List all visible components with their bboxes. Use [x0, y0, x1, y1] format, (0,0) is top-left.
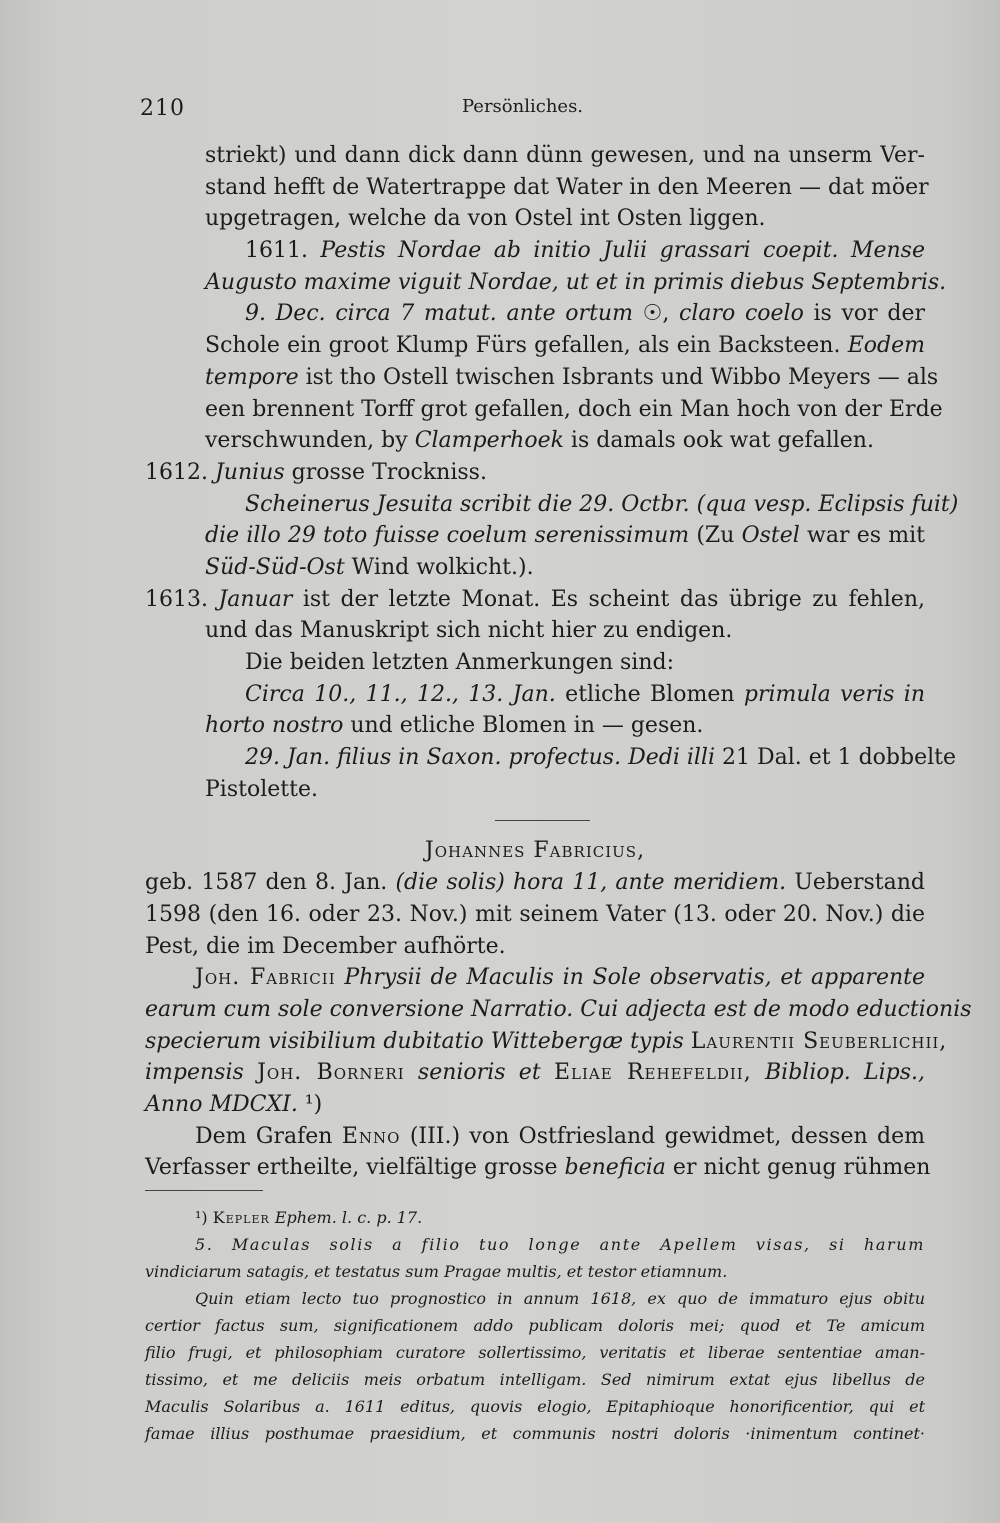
- text-run: 1611.: [245, 238, 321, 264]
- text-run: famae illius posthumae praesidium, et communis nostri doloris ·inimentum continet·: [145, 1424, 925, 1443]
- section-divider: [145, 805, 925, 835]
- text-line: [145, 1121, 925, 1153]
- footnote-line: [145, 1420, 925, 1447]
- footnote-line: [145, 1285, 925, 1312]
- text-run: tempore: [205, 364, 299, 390]
- main-text: [145, 140, 972, 1184]
- text-run: Junius: [214, 459, 285, 485]
- text-run: Ephem. l. c. p. 17.: [274, 1208, 423, 1227]
- text-run: Die beiden letzten Anmerkungen sind:: [245, 650, 674, 675]
- text-run: is damals ook wat gefallen.: [563, 428, 874, 454]
- text-run: stand hefft de Watertrappe dat Water in den Meeren — dat möer: [205, 174, 929, 200]
- text-run: 5. Maculas solis a filio tuo longe ante Apellem visas, si harum: [195, 1235, 925, 1254]
- text-run: ¹): [195, 1208, 213, 1227]
- text-run: primula veris in: [743, 681, 925, 707]
- text-run: ☉,: [632, 301, 680, 327]
- text-run: Eodem: [847, 333, 925, 359]
- text-run: (III.) von Ostfriesland gewidmet, dessen dem: [400, 1123, 925, 1149]
- text-run: Maculis Solaribus a. 1611 editus, quovis elogio, Epitaphioque honorificentior, qui et: [145, 1397, 925, 1416]
- page-number: 210: [140, 96, 185, 121]
- text-run: verschwunden, by: [205, 428, 415, 454]
- text-run: (Zu: [689, 523, 742, 549]
- text-line: [145, 235, 925, 267]
- text-line: [145, 203, 925, 235]
- text-line: [145, 899, 925, 931]
- text-run: is vor der: [803, 301, 925, 327]
- text-run: [244, 1060, 257, 1085]
- text-line: [145, 394, 943, 426]
- text-run: grosse Trockniss.: [284, 459, 487, 485]
- text-run: Pistolette.: [205, 776, 318, 802]
- text-line: [145, 520, 925, 552]
- section-heading: [145, 835, 925, 867]
- text-run: Ueberstand: [786, 870, 926, 896]
- text-run: und das Manuskript sich nicht hier zu endigen.: [205, 618, 733, 644]
- text-run: geb. 1587 den 8. Jan.: [145, 870, 396, 896]
- text-run: striekt) und dann dick dann dünn gewesen, und na unserm Ver-: [205, 143, 925, 168]
- text-run: Laurentii Seuberlichii,: [690, 1028, 948, 1054]
- text-run: horto nostro: [205, 713, 344, 739]
- footnote-line: [145, 1258, 925, 1285]
- footnote-line: [145, 1312, 925, 1339]
- text-run: upgetragen, welche da von Ostel int Osten liggen.: [205, 206, 766, 232]
- text-line: [145, 552, 925, 584]
- text-line: [145, 1057, 925, 1089]
- text-run: 21 Dal. et 1 dobbelte: [715, 745, 957, 771]
- text-run: beneficia: [564, 1155, 666, 1181]
- text-run: 1612.: [145, 459, 215, 485]
- text-run: (die solis) hora 11, ante meridiem.: [395, 870, 787, 896]
- text-run: er nicht genug rühmen: [665, 1155, 931, 1181]
- text-run: Joh. Borneri: [257, 1060, 405, 1086]
- text-run: vindiciarum satagis, et testatus sum Pragae multis, et testor etiamnum.: [145, 1262, 728, 1281]
- text-run: Circa 10., 11., 12., 13. Jan.: [245, 681, 556, 707]
- text-run: [839, 238, 851, 263]
- text-run: Johannes Fabricius,: [424, 838, 646, 864]
- text-line: [145, 1089, 925, 1121]
- text-line: [145, 994, 972, 1026]
- text-run: impensis: [145, 1060, 244, 1086]
- text-run: [405, 1060, 418, 1085]
- text-run: Verfasser ertheilte, vielfältige grosse: [145, 1155, 565, 1181]
- text-run: Anno MDCXI.: [145, 1091, 298, 1117]
- text-line: [145, 1152, 931, 1184]
- footnote-line: [145, 1393, 925, 1420]
- text-run: Januar: [218, 586, 293, 612]
- text-run: specierum visibilium dubitatio Wittebergæ typis: [145, 1028, 684, 1054]
- text-run: 9. Dec. circa 7 matut. ante ortum: [245, 301, 633, 327]
- text-run: tissimo, et me deliciis meis orbatum intelligam. Sed nimirum extat ejus libellus de: [145, 1370, 925, 1389]
- text-run: Wind wolkicht.).: [344, 554, 534, 580]
- text-line: [145, 867, 925, 899]
- text-line: [145, 931, 925, 963]
- text-line: [145, 774, 925, 806]
- text-line: [145, 710, 925, 742]
- text-line: [145, 647, 925, 679]
- text-run: Süd-Süd-Ost: [205, 554, 345, 580]
- text-line: [145, 362, 939, 394]
- footnotes: [145, 1204, 925, 1447]
- text-line: [145, 962, 925, 994]
- text-line: [145, 140, 925, 172]
- running-title: Persönliches.: [462, 96, 584, 117]
- text-run: filio frugi, et philosophiam curatore sollertissimo, veritatis et liberae sententiae aman-: [145, 1343, 925, 1362]
- text-run: Augusto maxime viguit Nordae, ut et in primis diebus Septembris.: [205, 269, 947, 295]
- text-run: Joh. Fabricii: [195, 965, 336, 991]
- text-run: [752, 1060, 765, 1085]
- text-run: Pestis Nordae ab initio Julii grassari coepit.: [320, 238, 839, 264]
- text-run: war es mit: [799, 523, 926, 549]
- text-run: [684, 1029, 691, 1054]
- text-run: earum cum sole conversione Narratio. Cui adjecta est de modo eductionis: [145, 996, 972, 1022]
- text-run: Schole ein groot Klump Fürs gefallen, als ein Backsteen.: [205, 333, 848, 359]
- text-line: [145, 584, 925, 616]
- text-run: Clamperhoek: [414, 428, 564, 454]
- text-run: Eliae Rehefeldii,: [553, 1060, 752, 1086]
- text-run: Scheinerus Jesuita scribit die 29. Octbr. (qua vesp. Eclipsis fuit): [245, 491, 959, 517]
- text-run: die illo 29 toto fuisse coelum serenissimum: [205, 523, 690, 549]
- text-run: 1598 (den 16. oder 23. Nov.) mit seinem Vater (13. oder 20. Nov.) die: [145, 901, 925, 927]
- text-run: Bibliop. Lips.,: [765, 1060, 925, 1086]
- text-run: Pest, die im December aufhörte.: [145, 933, 506, 959]
- text-line: [145, 679, 925, 711]
- footnote-line: [145, 1339, 925, 1366]
- text-run: Kepler: [212, 1208, 270, 1227]
- text-run: und etliche Blomen in — gesen.: [343, 713, 704, 739]
- text-run: etliche Blomen: [555, 681, 744, 707]
- text-line: [145, 298, 925, 330]
- text-line: [145, 457, 925, 489]
- text-line: [145, 330, 925, 362]
- text-line: [145, 615, 925, 647]
- text-run: claro coelo: [679, 301, 804, 327]
- text-run: senioris et: [417, 1060, 541, 1086]
- footnote-separator: [145, 1184, 925, 1204]
- text-run: een brennent Torff grot gefallen, doch ein Man hoch von der Erde: [205, 396, 943, 422]
- text-line: [145, 742, 957, 774]
- text-run: Dem Grafen: [195, 1123, 342, 1149]
- text-line: [145, 1026, 948, 1058]
- text-run: [541, 1060, 554, 1085]
- page-header: [0, 96, 1000, 126]
- text-line: [145, 267, 947, 299]
- text-run: 1613.: [145, 586, 219, 612]
- text-run: Quin etiam lecto tuo prognostico in annum 1618, ex quo de immaturo ejus obitu: [195, 1289, 925, 1308]
- text-line: [145, 489, 959, 521]
- page-body: [145, 140, 972, 1447]
- text-run: Phrysii de Maculis in Sole observatis, et apparente: [344, 965, 925, 991]
- text-run: 29. Jan. filius in Saxon. profectus. Dedi illi: [245, 745, 715, 771]
- text-run: certior factus sum, significationem addo publicam doloris mei; quod et Te amicum: [145, 1316, 925, 1335]
- text-run: Ostel: [741, 523, 800, 549]
- text-run: ist tho Ostell twischen Isbrants und Wibbo Meyers — als: [298, 364, 939, 390]
- text-line: [145, 425, 925, 457]
- footnote-line: [145, 1366, 925, 1393]
- footnote-line: [145, 1231, 925, 1258]
- text-run: Mense: [850, 238, 925, 264]
- text-run: ¹): [297, 1091, 323, 1117]
- text-line: [145, 172, 929, 204]
- text-run: Enno: [341, 1123, 401, 1149]
- text-run: ist der letzte Monat. Es scheint das übrige zu fehlen,: [292, 586, 925, 612]
- footnote-line: [145, 1204, 925, 1231]
